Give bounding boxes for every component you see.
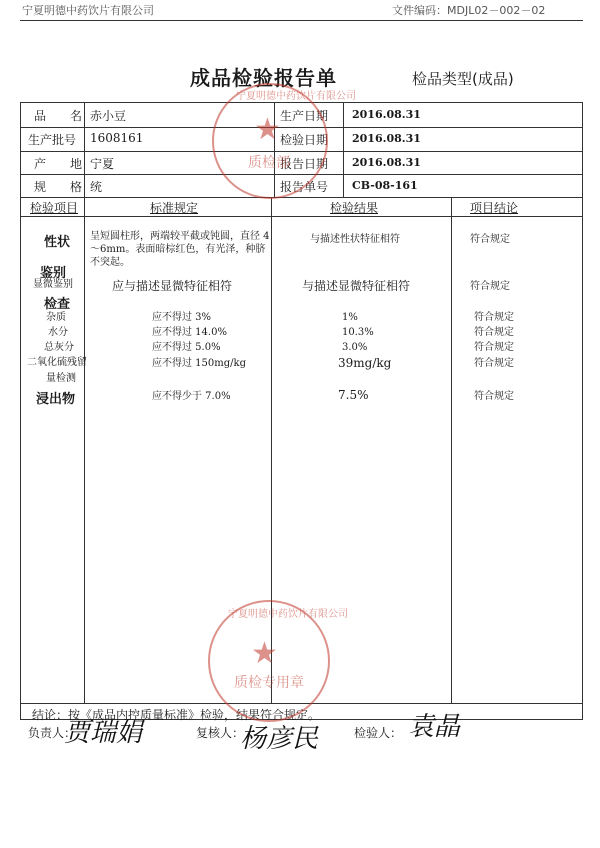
prod-date-label: 生产日期 [280,109,329,123]
result-impurity: 1% [342,312,358,323]
standard-microscopic: 应与描述显微特征相符 [112,279,233,293]
result-total-ash: 3.0% [342,342,368,353]
standard-moisture: 应不得过 14.0% [152,327,227,338]
stamp-ring-text: 宁夏明德中药饮片有限公司 [236,91,356,102]
signature-reviewer: 杨彦民 [240,724,319,754]
stamp-ring-text: 宁夏明德中药饮片有限公司 [228,609,348,620]
standard-so2: 应不得过 150mg/kg [152,358,246,369]
conclusion-microscopic: 符合规定 [470,281,510,292]
prod-date-value: 2016.08.31 [352,108,421,121]
conclusion-so2: 符合规定 [474,358,514,369]
conclusion-moisture: 符合规定 [474,327,514,338]
result-microscopic: 与描述显微特征相符 [302,279,411,293]
item-microscopic: 显微鉴别 [33,279,73,290]
doc-code: 文件编码：MDJL02－002－02 [392,4,546,17]
item-extract: 浸出物 [36,392,76,407]
conclusion-total-ash: 符合规定 [474,342,514,353]
report-no-label: 报告单号 [280,180,329,194]
item-inspection: 检查 [44,297,71,312]
standard-total-ash: 应不得过 5.0% [152,342,221,353]
name-label: 品 名 [34,109,83,123]
signature-responsible: 贾瑞娟 [64,718,143,748]
item-moisture: 水分 [48,327,68,338]
standard-impurity: 应不得过 3% [152,312,212,323]
result-moisture: 10.3% [342,327,374,338]
page-title: 成品检验报告单 [190,66,337,90]
report-date-label: 报告日期 [280,157,329,171]
responsible-label: 负责人： [28,726,77,740]
stamp-bottom-text: 质检专用章 [234,675,304,691]
spec-label: 规 格 [34,180,83,194]
stamp-star-icon: ★ [254,112,281,147]
check-date-value: 2016.08.31 [352,132,421,145]
standard-appearance: 呈短圆柱形，两端较平截或钝圆，直径 4～6mm。表面暗棕红色，有光泽，种脐不突起。 [90,231,270,268]
conclusion-extract: 符合规定 [474,391,514,402]
stamp-bottom-text: 质检部 [248,155,290,171]
col-divider [451,197,452,703]
origin-value: 宁夏 [90,157,115,171]
item-total-ash: 总灰分 [44,342,74,353]
header-divider [20,20,583,21]
col-header-standard: 标准规定 [150,201,199,215]
origin-label: 产 地 [34,157,83,171]
col-header-item: 检验项目 [30,201,79,215]
conclusion-text: 结论：按《成品内控质量标准》检验，结果符合规定。 [32,708,321,722]
check-date-label: 检验日期 [280,133,329,147]
col-divider [84,102,85,197]
conclusion-appearance: 符合规定 [470,234,510,245]
standard-extract: 应不得少于 7.0% [152,391,231,402]
signature-inspector: 袁晶 [408,712,461,742]
item-appearance: 性状 [44,235,71,250]
inspector-label: 检验人： [354,726,403,740]
name-value: 赤小豆 [90,109,127,123]
report-date-value: 2016.08.31 [352,156,421,169]
col-header-result: 检验结果 [330,201,379,215]
spec-value: 统 [90,180,103,194]
reviewer-label: 复核人： [196,726,245,740]
conclusion-impurity: 符合规定 [474,312,514,323]
item-impurity: 杂质 [46,312,66,323]
row-divider [20,216,583,217]
company-header: 宁夏明德中药饮片有限公司 [22,4,154,17]
col-divider [343,102,344,197]
item-so2: 二氧化硫残留 [27,357,87,368]
item-so2-line2: 量检测 [46,373,76,384]
batch-value: 1608161 [90,131,144,145]
col-header-conclusion: 项目结论 [470,201,519,215]
result-appearance: 与描述性状特征相符 [310,234,400,245]
col-divider [84,197,85,703]
result-extract: 7.5% [338,388,369,402]
batch-label: 生产批号 [28,133,77,147]
row-divider [20,197,583,198]
stamp-star-icon: ★ [251,636,278,671]
result-so2: 39mg/kg [338,356,392,370]
category-label: 检品类型(成品) [412,70,514,88]
item-identification: 鉴别 [40,266,67,281]
report-no-value: CB-08-161 [352,179,418,192]
